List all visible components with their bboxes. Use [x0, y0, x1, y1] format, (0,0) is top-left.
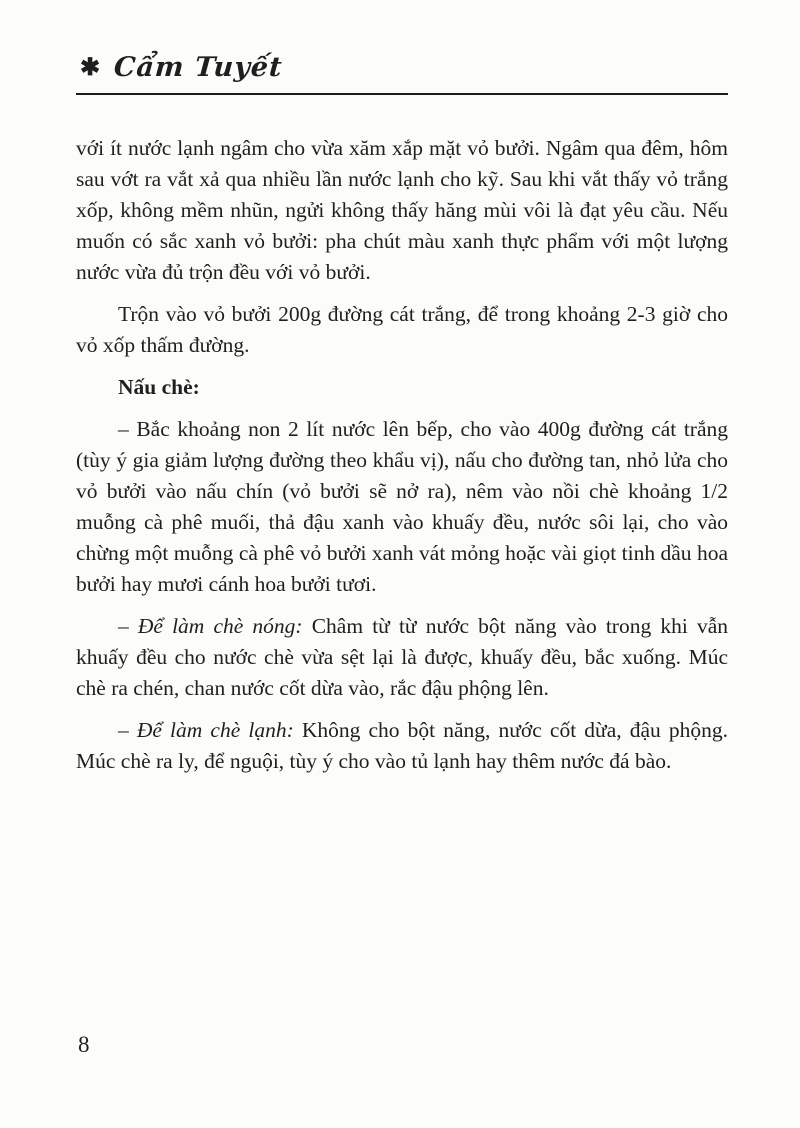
paragraph: – Bắc khoảng non 2 lít nước lên bếp, cho vào 400g đường cát trắng (tùy ý gia giảm lượng đường theo khẩu vị), nấu cho đường tan, nhỏ lửa cho vỏ bưởi vào nấu chín (vỏ bưởi sẽ nở ra), nêm vào nồi chè khoảng 1/2 muỗng cà phê muối, thả đậu xanh vào khuấy đều, nước sôi lại, cho vào chừng một muỗng cà phê vỏ bưởi xanh vát mỏng hoặc vài giọt tinh dầu hoa bưởi hay mươi cánh hoa bưởi tươi. [76, 417, 728, 596]
paragraph: – Để làm chè nóng: Châm từ từ nước bột năng vào trong khi vẫn khuấy đều cho nước chè vừa sệt lại là được, khuấy đều, bắc xuống. Múc chè ra chén, chan nước cốt dừa vào, rắc đậu phộng lên. [76, 614, 728, 700]
paragraph: với ít nước lạnh ngâm cho vừa xăm xắp mặt vỏ bưởi. Ngâm qua đêm, hôm sau vớt ra vắt xả qua nhiều lần nước lạnh cho kỹ. Sau khi vắt thấy vỏ trắng xốp, không mềm nhũn, ngửi không thấy hăng mùi vôi là đạt yêu cầu. Nếu muốn có sắc xanh vỏ bưởi: pha chút màu xanh thực phẩm với một lượng nước vừa đủ trộn đều với vỏ bưởi. [76, 136, 728, 284]
paragraph: Trộn vào vỏ bưởi 200g đường cát trắng, để trong khoảng 2-3 giờ cho vỏ xốp thấm đường. [76, 302, 728, 357]
asterisk-ornament-icon: ✱ [80, 54, 101, 81]
page-header [76, 54, 728, 81]
page-number: 8 [78, 1032, 90, 1057]
section-heading: Nấu chè: [118, 375, 200, 399]
paragraph-lead: – Để làm chè nóng: [118, 614, 303, 638]
book-title: Cẩm Tuyết [113, 52, 284, 83]
header-divider [76, 93, 728, 95]
page-body [76, 133, 728, 777]
paragraph: – Để làm chè lạnh: Không cho bột năng, nước cốt dừa, đậu phộng. Múc chè ra ly, để nguội, tùy ý cho vào tủ lạnh hay thêm nước đá bào. [76, 718, 728, 773]
paragraph-lead: – Để làm chè lạnh: [118, 718, 294, 742]
